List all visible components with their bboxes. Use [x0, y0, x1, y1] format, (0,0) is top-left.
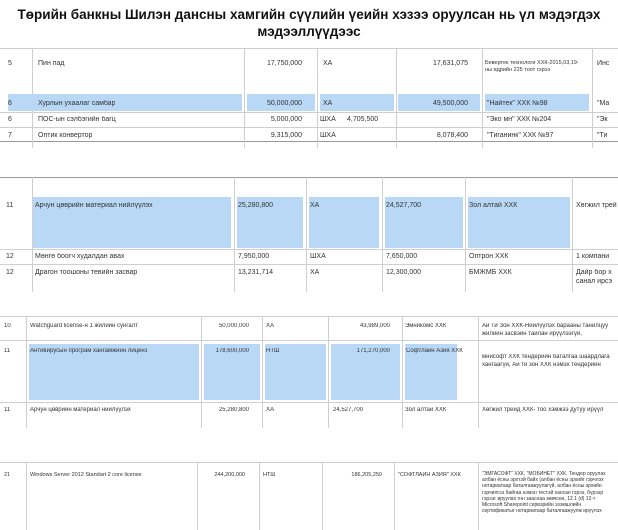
- item-name: Watchguard license-н 1 жилийн сунгалт: [30, 323, 138, 329]
- budget-amount: 13,231,714: [238, 269, 274, 276]
- row-number: 6: [8, 100, 12, 107]
- item-name: Пин пад: [38, 60, 65, 67]
- extra-note: 1 компани: [576, 253, 610, 260]
- contract-amount: 7,650,000: [386, 253, 418, 260]
- row-number: 12: [6, 253, 14, 260]
- item-name: Windows Server 2012 Standart 2 core license: [30, 472, 142, 478]
- budget-amount: 9,315,000: [270, 132, 302, 139]
- budget-amount: 25,280,800: [238, 202, 274, 209]
- row-number: 6: [8, 116, 12, 123]
- item-name: Арчун цөврийн материал нийлүүлэх: [35, 202, 153, 209]
- table-fragment-1: [0, 48, 618, 148]
- contract-amount: 24,527,700: [386, 202, 422, 209]
- procurement-method: НТШ: [266, 348, 280, 354]
- contract-amount: 43,989,000: [359, 323, 390, 329]
- item-name: Антивирусын програм хангамжийн лиценз: [30, 348, 148, 354]
- row-number: 5: [8, 60, 12, 67]
- contract-amount: 12,300,000: [386, 269, 422, 276]
- table-fragment-4: [0, 462, 618, 530]
- row-number: 11: [4, 407, 11, 413]
- row-number: 11: [4, 348, 11, 354]
- table-fragment-2: [0, 177, 618, 292]
- contract-amount: 186,205,250: [351, 472, 382, 478]
- procurement-method: ХА: [266, 407, 275, 413]
- item-name: Мөнгө боогч худалдан авах: [35, 253, 125, 260]
- item-name: Драгон тоошоны тевийн засвар: [35, 269, 138, 276]
- row-number: 10: [4, 323, 11, 329]
- page-title-line-1: Төрийн банкны Шилэн дансны хамгийн сүүлийн үеийн хэзээ оруулсан нь үл мэдэгдэх: [17, 7, 601, 22]
- procurement-method: ХА: [323, 100, 333, 107]
- vendor-name: Софтлайн Азия ХХК: [406, 348, 463, 354]
- contract-amount: 171,270,000: [356, 348, 390, 354]
- budget-amount: 244,200,000: [214, 472, 245, 478]
- item-name: Арчун цөврийн материал нийлүүлэх: [30, 407, 131, 413]
- row-number: 12: [6, 269, 14, 276]
- contract-amount: 49,500,000: [432, 100, 468, 107]
- cell-highlight: [309, 197, 379, 248]
- budget-amount: 25,280,800: [218, 407, 249, 413]
- extra-note: жилийн засвэйн тайлан ирүүлээгүй,: [482, 331, 582, 337]
- budget-amount: 5,000,000: [270, 116, 302, 123]
- extra-note: мнисофт ХХК тендерийн баталгаа шаардлага: [482, 354, 610, 360]
- budget-amount: 7,950,000: [238, 253, 270, 260]
- vendor-name: "Эко мн" ХХК №204: [487, 116, 552, 123]
- evaluation-note: "ЭМГАСОФТ" ХХК, "МОБИНЕТ" ХХК. Тендер оруулах албан ёсны эрхтэй байх (албан ёсны эрхийг гэрчлэх нотариатаар баталгаажуулагүй, албан ёсны эрхийн гэрчилгээ байгаа нэмэн тестэй хансан гэрээ, бүрээр гэрээг ируулах гнн зааснаа зөвчсөн, 12.1 (d) 12-т Microsoft Sharepoint сервэрийн эзэмшлийн сертификатыг нотариатаар баталгаажуулж ирүүлэх: [482, 471, 606, 515]
- vendor-name: Зол алтай ХХК: [469, 202, 518, 209]
- vendor-name: Оптрон ХХК: [469, 253, 509, 260]
- item-name: ПОС-ын сэлбэгийн багц: [38, 116, 116, 123]
- budget-amount: 50,000,000: [218, 323, 249, 329]
- extra-note: хангаагүй, Ай ти зон ХХК нэмэх тендерийн: [482, 362, 601, 368]
- budget-amount: 17,750,000: [266, 60, 302, 67]
- item-name: Оптик конвертор: [38, 132, 93, 139]
- procurement-method: ШХА: [320, 132, 336, 139]
- page-title-line-2: мэдээллүүдээс: [257, 24, 361, 39]
- extra-note: Инс: [597, 60, 610, 67]
- extra-note: "Эк: [597, 116, 608, 123]
- vendor-name: "Найтек" ХХК №98: [487, 100, 548, 107]
- procurement-method: ХА: [323, 60, 333, 67]
- extra-note: Ай Ти Зон ХХК-Нийлүүлэх барааны танилцуу: [482, 323, 609, 329]
- procurement-method: ХА: [310, 269, 320, 276]
- vendor-name: Эмникомс ХХК: [405, 323, 447, 329]
- contract-amount: 24,527,700: [333, 407, 364, 413]
- page-title: [8, 6, 610, 40]
- row-number: 21: [4, 472, 11, 478]
- procurement-method: ШХА: [310, 253, 326, 260]
- row-number: 11: [6, 202, 14, 209]
- contract-amount: 8,078,400: [436, 132, 468, 139]
- row-number: 7: [8, 132, 12, 139]
- vendor-name: "Тиганинк" ХХК №97: [487, 132, 554, 139]
- extra-note: санал ирсэ: [576, 278, 613, 285]
- procurement-method: ХА: [310, 202, 320, 209]
- vendor-name: "СОФТЛАЙН АЗИЯ" ХХК: [398, 472, 461, 478]
- budget-amount: 178,600,000: [215, 348, 249, 354]
- table-fragment-3: [0, 316, 618, 428]
- procurement-method: ШХА: [320, 116, 336, 123]
- extra-note: Хөгжил трейд ХХК- тоо хэмжээ дутуу ирүүл: [482, 407, 604, 413]
- extra-note: "Ти: [597, 132, 608, 139]
- contract-amount: 4,705,500: [347, 116, 379, 123]
- vendor-name: Бевертек технологи ХХК-2015,03,19-ны өдрийн 225 тоот гэрээ: [485, 60, 579, 73]
- item-name: Хурлын ухаалаг самбар: [38, 100, 116, 107]
- extra-note: Дайр бор х: [576, 269, 612, 276]
- vendor-name: БМЖМБ ХХК: [469, 269, 512, 276]
- extra-note: "Ма: [597, 100, 610, 107]
- procurement-method: НТШ: [263, 472, 276, 478]
- budget-amount: 50,000,000: [266, 100, 302, 107]
- extra-note: Хөгжил трей: [576, 202, 617, 209]
- procurement-method: ХА: [266, 323, 275, 329]
- contract-amount: 17,631,075: [432, 60, 468, 67]
- vendor-name: Зол алтай ХХК: [405, 407, 447, 413]
